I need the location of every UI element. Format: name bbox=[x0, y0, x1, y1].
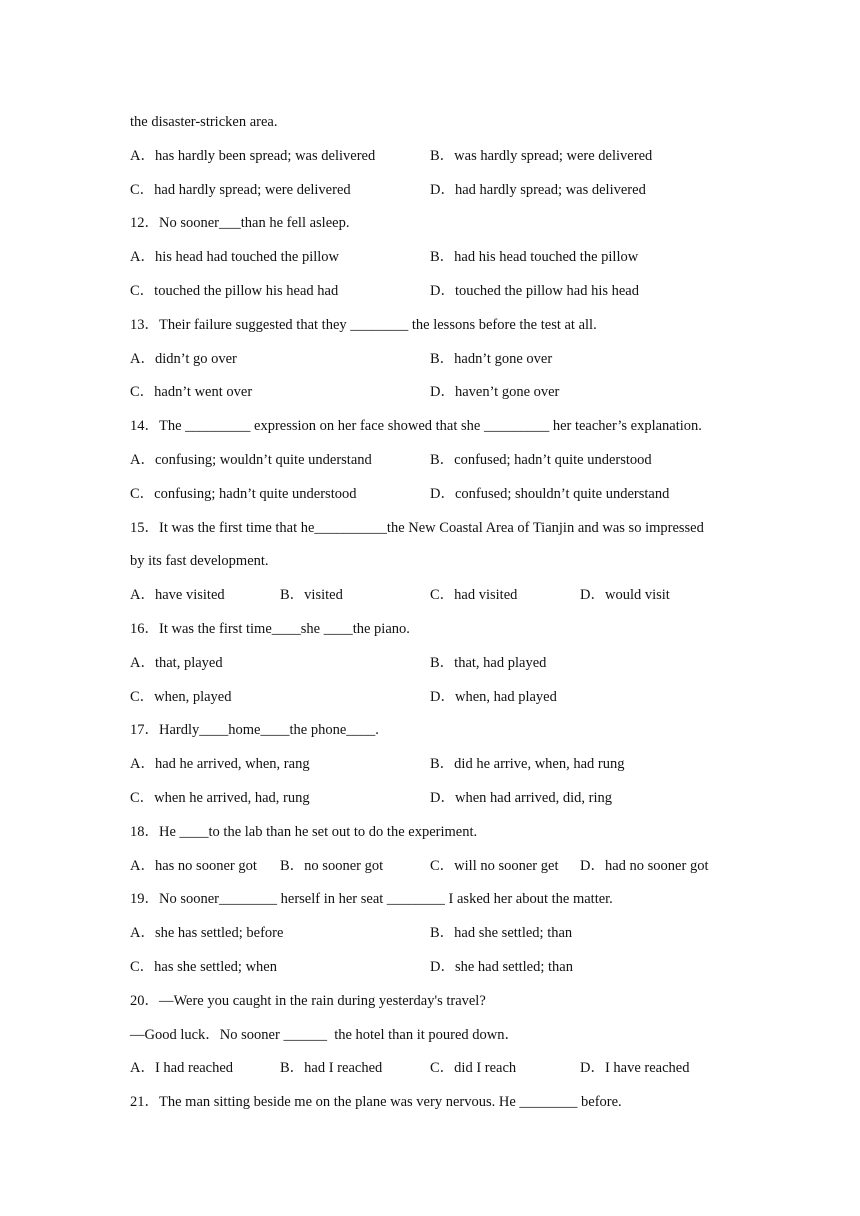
answer-option: A．that, played bbox=[130, 655, 223, 671]
answer-option: A．have visited bbox=[130, 587, 225, 603]
answer-option: B．did he arrive, when, had rung bbox=[430, 756, 625, 772]
answer-option: D．I have reached bbox=[580, 1060, 690, 1076]
question-text-line: 15．It was the first time that he__________the New Coastal Area of Tianjin and was so impressed bbox=[130, 520, 704, 536]
answer-option: C．confusing; hadn’t quite understood bbox=[130, 486, 357, 502]
answer-option: B．no sooner got bbox=[280, 858, 384, 874]
answer-option: A．has no sooner got bbox=[130, 858, 257, 874]
answer-option: B．was hardly spread; were delivered bbox=[430, 148, 653, 164]
answer-option: B．had his head touched the pillow bbox=[430, 249, 639, 265]
question-text-line: 13．Their failure suggested that they ________ the lessons before the test at all. bbox=[130, 317, 597, 333]
answer-option: A．had he arrived, when, rang bbox=[130, 756, 310, 772]
answer-option: A．didn’t go over bbox=[130, 351, 237, 367]
answer-option: D．confused; shouldn’t quite understand bbox=[430, 486, 670, 502]
answer-option: D．touched the pillow had his head bbox=[430, 283, 639, 299]
answer-option: C．did I reach bbox=[430, 1060, 517, 1076]
answer-option: B．hadn’t gone over bbox=[430, 351, 553, 367]
answer-option: B．confused; hadn’t quite understood bbox=[430, 452, 652, 468]
answer-option: D．haven’t gone over bbox=[430, 384, 560, 400]
answer-option: A．confusing; wouldn’t quite understand bbox=[130, 452, 372, 468]
answer-option: C．when, played bbox=[130, 689, 232, 705]
answer-option: A．his head had touched the pillow bbox=[130, 249, 339, 265]
answer-option: A．she has settled; before bbox=[130, 925, 284, 941]
answer-option: A．has hardly been spread; was delivered bbox=[130, 148, 376, 164]
answer-option: D．she had settled; than bbox=[430, 959, 573, 975]
question-text-line: 17．Hardly____home____the phone____. bbox=[130, 722, 379, 738]
answer-option: C．will no sooner get bbox=[430, 858, 559, 874]
question-text-line: by its fast development. bbox=[130, 553, 269, 569]
answer-option: D．when, had played bbox=[430, 689, 557, 705]
answer-option: B．that, had played bbox=[430, 655, 547, 671]
question-text-line: 19．No sooner________ herself in her seat ________ I asked her about the matter. bbox=[130, 891, 613, 907]
answer-option: D．had hardly spread; was delivered bbox=[430, 182, 646, 198]
answer-option: C．has she settled; when bbox=[130, 959, 277, 975]
answer-option: B．had I reached bbox=[280, 1060, 383, 1076]
question-text-line: 21．The man sitting beside me on the plane was very nervous. He ________ before. bbox=[130, 1094, 622, 1110]
answer-option: D．when had arrived, did, ring bbox=[430, 790, 613, 806]
question-text-line: 20．—Were you caught in the rain during yesterday's travel? bbox=[130, 993, 486, 1009]
answer-option: A．I had reached bbox=[130, 1060, 234, 1076]
question-text-line: 14．The _________ expression on her face showed that she _________ her teacher’s explanation. bbox=[130, 418, 702, 434]
question-text-line: the disaster-stricken area. bbox=[130, 114, 278, 130]
question-text-line: 16．It was the first time____she ____the piano. bbox=[130, 621, 410, 637]
answer-option: C．when he arrived, had, rung bbox=[130, 790, 310, 806]
question-text-line: —Good luck．No sooner ______ the hotel than it poured down． bbox=[130, 1027, 520, 1043]
answer-option: C．hadn’t went over bbox=[130, 384, 253, 400]
answer-option: C．had hardly spread; were delivered bbox=[130, 182, 351, 198]
answer-option: C．had visited bbox=[430, 587, 518, 603]
answer-option: B．visited bbox=[280, 587, 343, 603]
question-text-line: 18．He ____to the lab than he set out to do the experiment. bbox=[130, 824, 478, 840]
answer-option: D．had no sooner got bbox=[580, 858, 709, 874]
question-text-line: 12．No sooner___than he fell asleep. bbox=[130, 215, 350, 231]
answer-option: B．had she settled; than bbox=[430, 925, 573, 941]
answer-option: D．would visit bbox=[580, 587, 670, 603]
answer-option: C．touched the pillow his head had bbox=[130, 283, 339, 299]
